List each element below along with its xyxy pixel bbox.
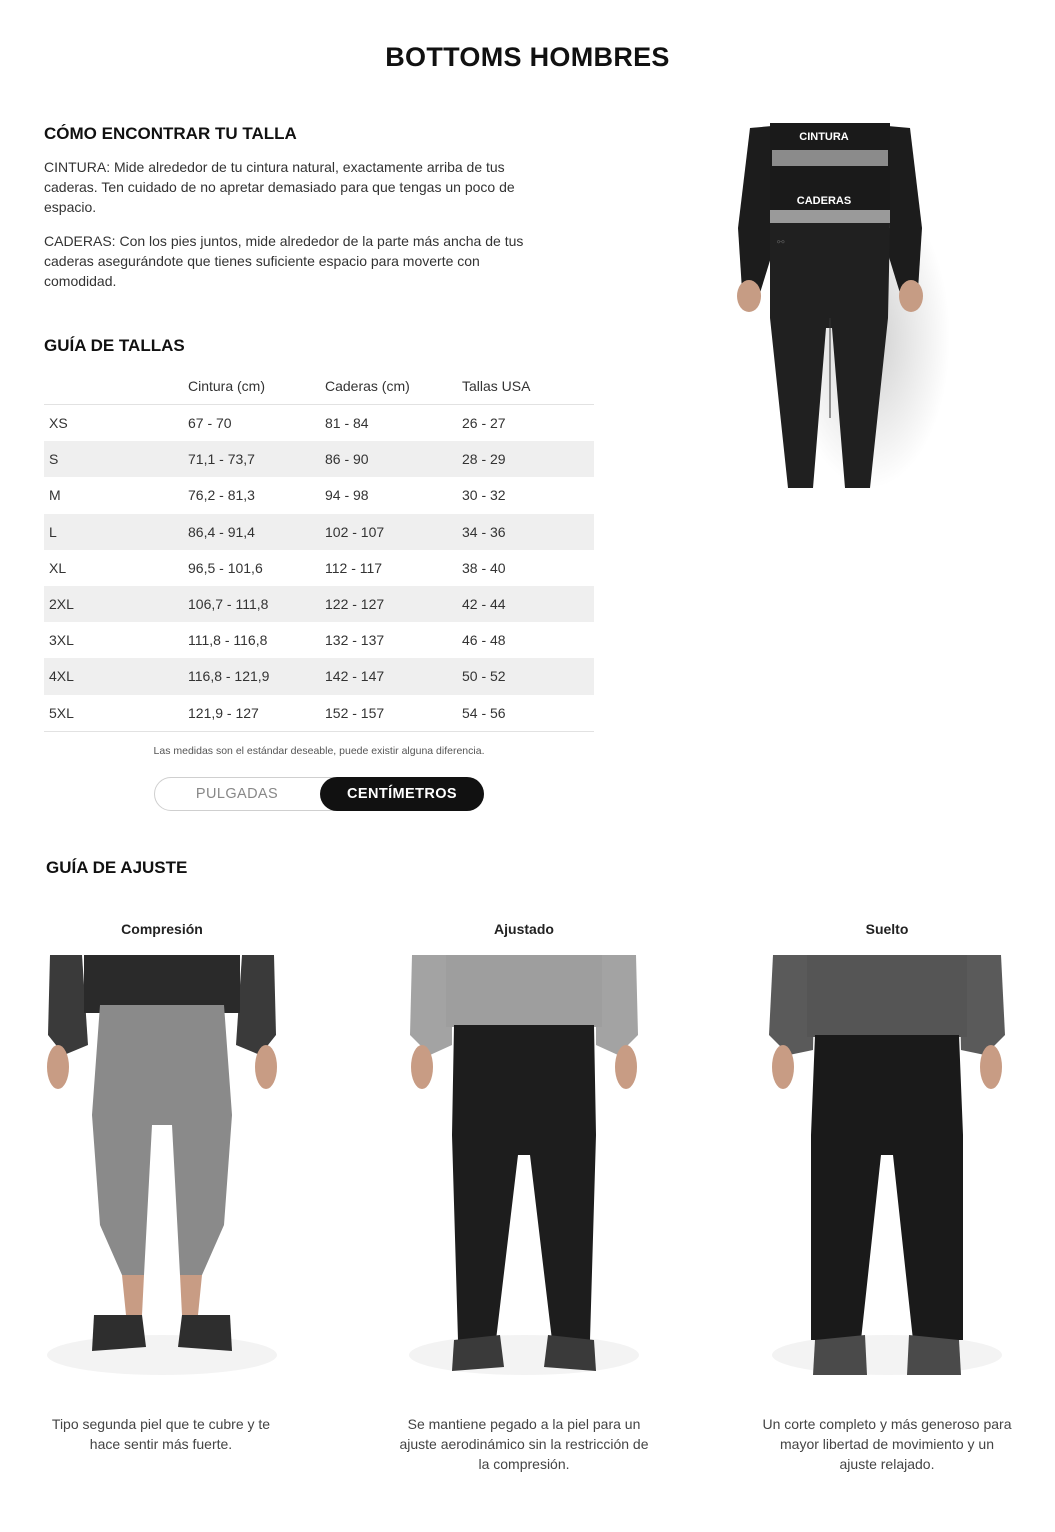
- centimeters-toggle-button[interactable]: CENTÍMETROS: [320, 777, 484, 811]
- table-cell: 3XL: [49, 632, 74, 649]
- table-header-row: [44, 368, 594, 405]
- size-table: [44, 368, 594, 732]
- table-cell: 46 - 48: [462, 632, 506, 649]
- measurement-illustration: [720, 118, 950, 490]
- table-cell: 102 - 107: [325, 514, 462, 550]
- waist-instructions: CINTURA: Mide alrededor de tu cintura natural, exactamente arriba de tus caderas. Ten cuidado de no apretar demasiado para que tengas un poco de espacio.: [44, 159, 515, 215]
- table-header: Cintura (cm): [188, 368, 325, 405]
- table-row: [44, 658, 594, 694]
- table-cell: 67 - 70: [188, 415, 232, 432]
- table-cell: S: [44, 441, 188, 477]
- table-cell: 4XL: [44, 658, 188, 694]
- table-row: [44, 622, 594, 658]
- table-header: Tallas USA: [462, 368, 594, 405]
- table-cell: 106,7 - 111,8: [188, 586, 325, 622]
- fit-label-fitted: Ajustado: [494, 921, 554, 937]
- svg-text:CADERAS: CADERAS: [796, 195, 852, 207]
- brand-logo-icon: ⚯: [777, 237, 785, 247]
- table-cell: 76,2 - 81,3: [188, 487, 255, 504]
- page-title: BOTTOMS HOMBRES: [385, 42, 670, 72]
- table-cell: 50 - 52: [462, 658, 594, 694]
- fit-label-compression: Compresión: [121, 921, 203, 937]
- table-cell: 96,5 - 101,6: [188, 559, 263, 576]
- table-cell: 112 - 117: [325, 559, 383, 576]
- table-row: [44, 550, 594, 586]
- table-header: [44, 368, 188, 405]
- svg-text:CINTURA: CINTURA: [799, 131, 849, 143]
- table-cell: 86,4 - 91,4: [188, 514, 325, 550]
- table-row: [44, 514, 594, 550]
- table-cell: 5XL: [44, 695, 188, 732]
- table-row: [44, 405, 594, 442]
- table-cell: 152 - 157: [325, 695, 462, 732]
- table-header: Caderas (cm): [325, 368, 462, 405]
- table-cell: 94 - 98: [325, 487, 369, 504]
- fit-guide-title: GUÍA DE AJUSTE: [46, 858, 188, 877]
- table-cell: XL: [49, 559, 67, 576]
- table-cell: 71,1 - 73,7: [188, 441, 325, 477]
- table-row: [44, 586, 594, 622]
- table-cell: 122 - 127: [325, 586, 462, 622]
- table-row: [44, 695, 594, 732]
- table-cell: XS: [49, 415, 68, 432]
- table-cell: 38 - 40: [462, 559, 506, 576]
- table-row: [44, 477, 594, 513]
- table-cell: 42 - 44: [462, 586, 594, 622]
- table-cell: 30 - 32: [462, 487, 506, 504]
- fit-desc-loose: Un corte completo y más generoso para mayor libertad de movimiento y un ajuste relajado.: [762, 1416, 1012, 1472]
- fit-desc-compression: Tipo segunda piel que te cubre y te hace sentir más fuerte.: [51, 1416, 271, 1452]
- table-cell: 26 - 27: [462, 415, 506, 432]
- table-cell: M: [49, 487, 61, 504]
- table-cell: 116,8 - 121,9: [188, 658, 325, 694]
- fit-label-loose: Suelto: [865, 921, 909, 937]
- table-cell: 111,8 - 116,8: [188, 632, 268, 649]
- loose-fit-image: [767, 955, 1007, 1385]
- table-cell: 121,9 - 127: [188, 695, 325, 732]
- inches-toggle-button[interactable]: PULGADAS: [195, 786, 279, 802]
- table-cell: 34 - 36: [462, 514, 594, 550]
- fitted-fit-image: [404, 955, 644, 1385]
- table-cell: L: [44, 514, 188, 550]
- table-row: [44, 441, 594, 477]
- table-cell: 81 - 84: [325, 415, 369, 432]
- hips-instructions: CADERAS: Con los pies juntos, mide alrededor de la parte más ancha de tus caderas asegurándote que tienes suficiente espacio para moverte con comodidad.: [44, 233, 524, 289]
- table-cell: 28 - 29: [462, 441, 594, 477]
- table-cell: 54 - 56: [462, 695, 594, 732]
- table-cell: 132 - 137: [325, 632, 385, 649]
- table-cell: 86 - 90: [325, 441, 462, 477]
- table-cell: 2XL: [44, 586, 188, 622]
- waist-label: [799, 131, 849, 143]
- hips-label: [797, 195, 851, 207]
- size-guide-title: GUÍA DE TALLAS: [44, 336, 185, 355]
- compression-fit-image: [42, 955, 282, 1385]
- table-cell: 142 - 147: [325, 658, 462, 694]
- unit-toggle: [154, 777, 484, 811]
- measurement-note: Las medidas son el estándar deseable, puede existir alguna diferencia.: [153, 745, 485, 757]
- fit-desc-fitted: Se mantiene pegado a la piel para un ajuste aerodinámico sin la restricción de la compresión.: [399, 1416, 649, 1472]
- how-to-title: CÓMO ENCONTRAR TU TALLA: [44, 124, 297, 143]
